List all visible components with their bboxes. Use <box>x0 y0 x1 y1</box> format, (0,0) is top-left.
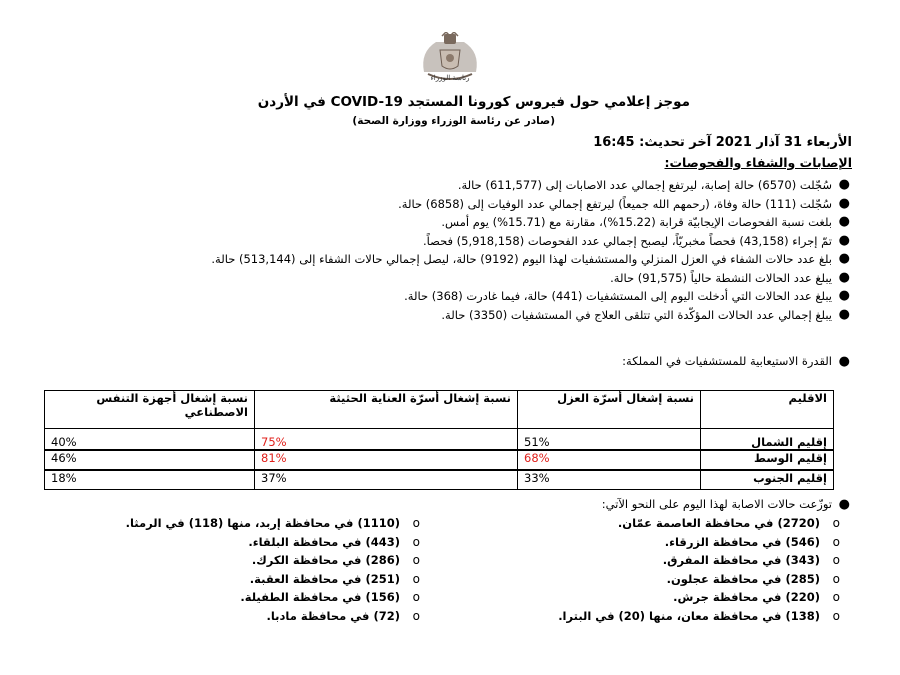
list-item <box>126 607 420 626</box>
list-item <box>125 514 420 533</box>
bullet-icon: ● <box>838 288 850 303</box>
governorate-text: (286) في محافظة الكرك. <box>251 553 400 567</box>
bullet-icon: ● <box>838 177 850 192</box>
bullet-item <box>42 213 850 232</box>
governorate-text: (1110) في محافظة إربد، منها (118) في الرمثا. <box>125 516 400 530</box>
list-item <box>558 514 840 533</box>
bullet-icon: ● <box>838 195 850 211</box>
circle-bullet-icon: o <box>832 534 840 549</box>
cell-icu: 37% <box>255 470 518 490</box>
bullet-item <box>42 176 850 195</box>
section-heading: الإصابات والشفاء والفحوصات: <box>664 155 852 170</box>
list-item <box>558 533 840 552</box>
governorate-text: (220) في محافظة جرش. <box>673 590 820 604</box>
bullet-icon: ● <box>838 497 850 512</box>
list-item <box>126 570 420 589</box>
circle-bullet-icon: o <box>412 608 420 623</box>
governorate-text: (72) في محافظة مادبا. <box>266 608 400 623</box>
column-header-region: الاقليم <box>701 391 834 429</box>
list-item <box>126 588 420 607</box>
column-header-icu: نسبة إشغال أسرّة العناية الحثيثة <box>255 391 518 429</box>
governorate-text: (251) في محافظة العقبة. <box>249 571 400 586</box>
circle-bullet-icon: o <box>832 516 840 530</box>
bullet-item <box>42 250 850 269</box>
circle-bullet-icon: o <box>412 553 420 567</box>
governorate-list-left <box>125 514 420 625</box>
cell-ventilators: 18% <box>45 470 255 490</box>
bullet-item <box>42 269 850 288</box>
distribution-lead <box>601 497 850 512</box>
bullet-icon: ● <box>838 251 850 266</box>
bullet-text: بلغت نسبة الفحوصات الإيجابيّة قرابة (15.22%)، مقارنة مع (15.71%) يوم أمس. <box>441 215 832 229</box>
document-title: موجز إعلامي حول فيروس كورونا المستجد COVID-19 في الأردن <box>257 94 690 110</box>
list-item <box>126 551 420 570</box>
bullet-icon: ● <box>838 354 850 369</box>
governorate-text: (285) في محافظة عجلون. <box>666 571 820 586</box>
cell-ventilators: 46% <box>45 450 255 470</box>
column-header-isolation: نسبة إشغال أسرّة العزل <box>518 391 701 429</box>
bullet-item <box>42 232 850 251</box>
circle-bullet-icon: o <box>832 571 840 586</box>
document-subtitle: (صادر عن رئاسة الوزراء ووزارة الصحة) <box>352 115 555 127</box>
list-item <box>558 570 840 589</box>
bullet-text: تمّ إجراء (43,158) فحصاً مخبريّاً، ليصبح إجمالي عدد الفحوصات (5,918,158) فحصاً. <box>422 233 832 248</box>
table-row <box>45 450 834 470</box>
cell-ventilators: 40% <box>45 429 255 451</box>
cell-isolation: 51% <box>518 429 701 451</box>
cell-icu: 75% <box>255 429 518 451</box>
governorate-list-right <box>558 514 840 625</box>
cell-region: إقليم الجنوب <box>701 470 834 490</box>
table-header-row <box>45 391 834 429</box>
circle-bullet-icon: o <box>832 590 840 604</box>
cell-isolation: 33% <box>518 470 701 490</box>
column-header-ventilators: نسبة إشغال أجهزة التنفس الاصطناعي <box>45 391 255 429</box>
governorate-text: (138) في محافظة معان، منها (20) في البترا. <box>558 608 820 623</box>
circle-bullet-icon: o <box>832 553 840 567</box>
circle-bullet-icon: o <box>412 534 420 549</box>
cell-region: إقليم الشمال <box>701 429 834 451</box>
bullet-text: يبلغ إجمالي عدد الحالات المؤكّدة التي تتلقى العلاج في المستشفيات (3350) حالة. <box>441 307 832 322</box>
summary-bullet-list <box>42 176 850 324</box>
governorate-text: (2720) في محافظة العاصمة عمّان. <box>617 516 820 530</box>
bullet-icon: ● <box>838 232 850 248</box>
hospital-occupancy-table <box>44 390 834 490</box>
bullet-icon: ● <box>838 214 850 229</box>
table-row <box>45 470 834 490</box>
circle-bullet-icon: o <box>412 571 420 586</box>
capacity-lead-text: القدرة الاستيعابية للمستشفيات في المملكة: <box>622 354 832 368</box>
distribution-lead-text: توزّعت حالات الاصابة لهذا اليوم على النحو الآتي: <box>601 497 832 511</box>
cell-icu: 81% <box>255 450 518 470</box>
bullet-icon: ● <box>838 269 850 285</box>
list-item <box>558 607 840 626</box>
cell-region: إقليم الوسط <box>701 450 834 470</box>
emblem-caption: رئاسة الوزراء <box>430 74 470 82</box>
bullet-item <box>42 306 850 325</box>
governorate-text: (546) في محافظة الزرقاء. <box>664 534 820 549</box>
cell-isolation: 68% <box>518 450 701 470</box>
list-item <box>558 551 840 570</box>
circle-bullet-icon: o <box>412 590 420 604</box>
capacity-lead <box>622 354 850 369</box>
bullet-text: بلغ عدد حالات الشفاء في العزل المنزلي والمستشفيات لهذا اليوم (9192) حالة، ليصل إجمالي حالات الشفاء إلى (513,144) حالة. <box>211 252 832 266</box>
bullet-text: سُجّلت (6570) حالة إصابة، ليرتفع إجمالي عدد الاصابات إلى (611,577) حالة. <box>457 178 832 192</box>
governorate-text: (343) في محافظة المفرق. <box>662 553 820 567</box>
governorate-text: (443) في محافظة البلقاء. <box>248 534 400 549</box>
circle-bullet-icon: o <box>832 608 840 623</box>
table-row <box>45 429 834 451</box>
bullet-item <box>42 287 850 306</box>
bullet-text: يبلغ عدد الحالات النشطة حالياً (91,575) حالة. <box>610 270 832 285</box>
list-item <box>558 588 840 607</box>
date-line: الأربعاء 31 آذار 2021 آخر تحديث: 16:45 <box>593 135 852 150</box>
list-item <box>126 533 420 552</box>
circle-bullet-icon: o <box>412 516 420 530</box>
bullet-text: يبلغ عدد الحالات التي أدخلت اليوم إلى المستشفيات (441) حالة، فيما غادرت (368) حالة. <box>404 289 832 303</box>
governorate-text: (156) في محافظة الطفيلة. <box>240 590 400 604</box>
bullet-icon: ● <box>838 306 850 322</box>
bullet-item <box>42 195 850 214</box>
bullet-text: سُجّلت (111) حالة وفاة، (رحمهم الله جميعاً) ليرتفع إجمالي عدد الوفيات إلى (6858) حالة. <box>398 196 832 211</box>
